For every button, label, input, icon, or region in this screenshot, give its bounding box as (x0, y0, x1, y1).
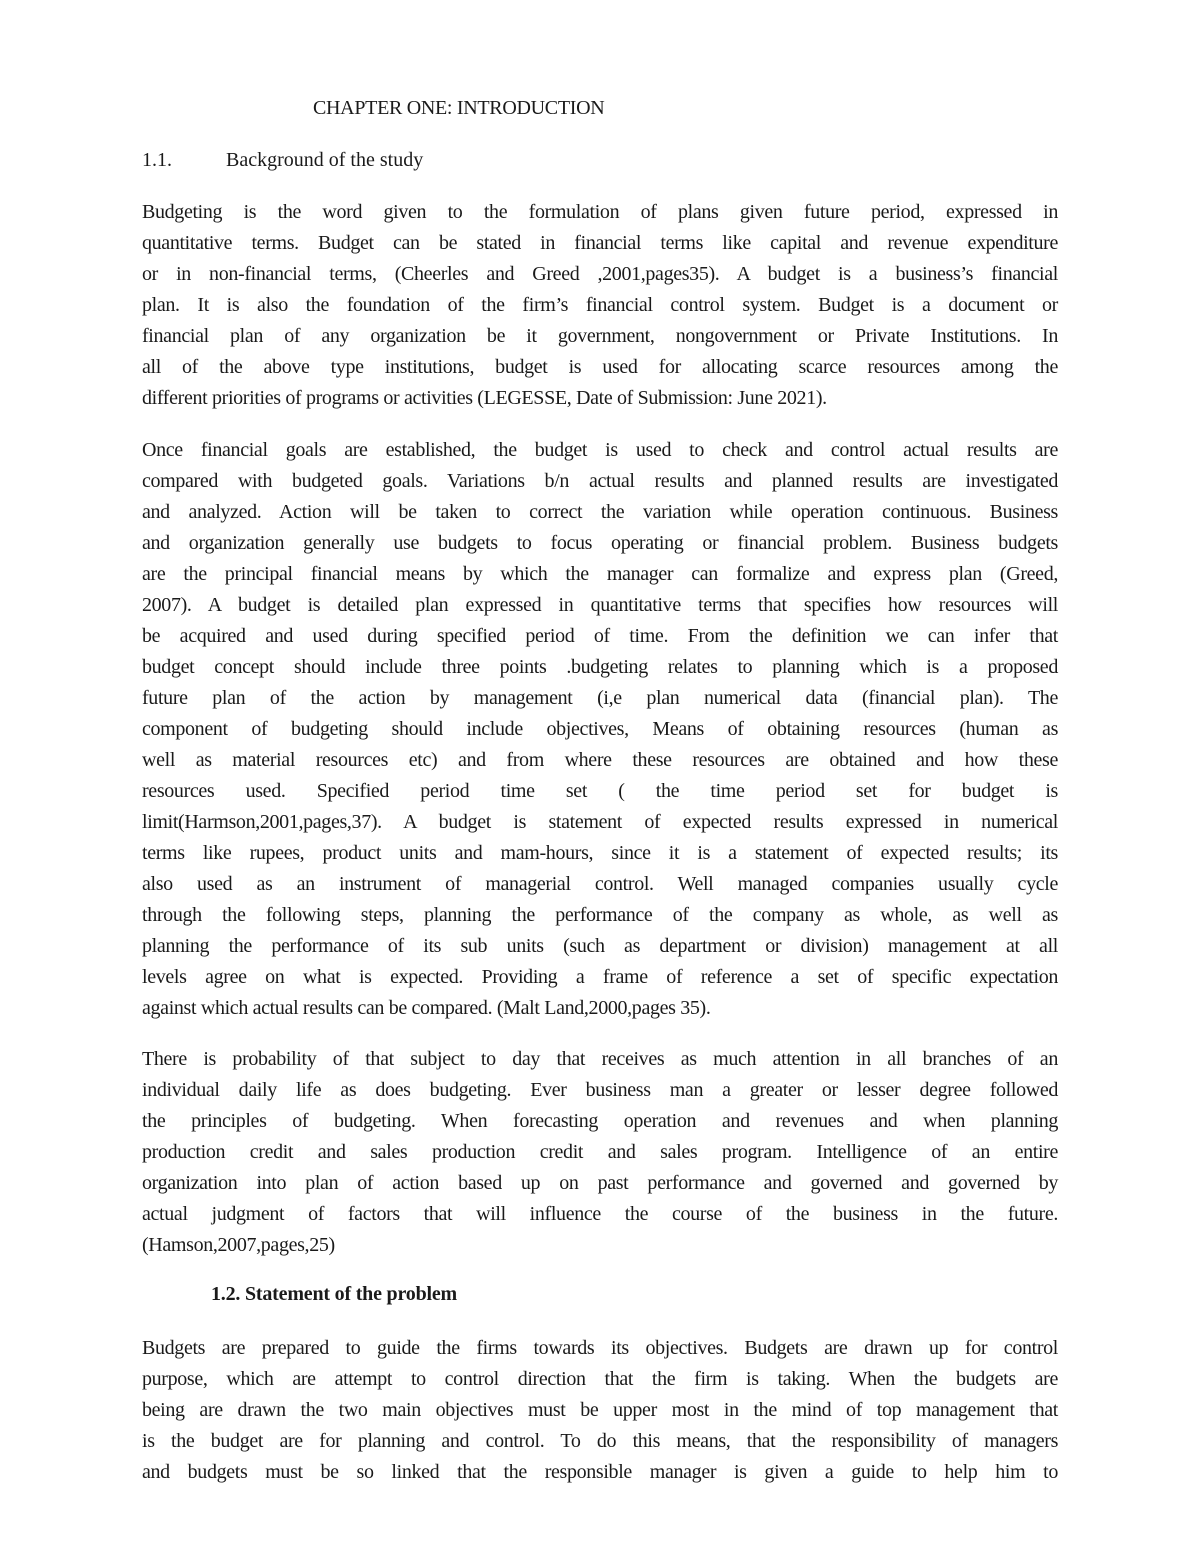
text-line: financial plan of any organization be it government, nongovernment or Private Institutions. In (142, 325, 1058, 347)
text-line: Budgets are prepared to guide the firms towards its objectives. Budgets are drawn up for control (142, 1337, 1058, 1359)
text-line: all of the above type institutions, budget is used for allocating scarce resources among the (142, 356, 1058, 378)
text-line: future plan of the action by management (i,e plan numerical data (financial plan). The (142, 687, 1058, 709)
section-heading-1-1 (142, 149, 423, 172)
text-line: through the following steps, planning the performance of the company as whole, as well as (142, 904, 1058, 926)
text-line: budget concept should include three points .budgeting relates to planning which is a proposed (142, 656, 1058, 678)
text-line: Once financial goals are established, the budget is used to check and control actual results are (142, 439, 1058, 461)
text-line: are the principal financial means by which the manager can formalize and express plan (Greed, (142, 563, 1058, 585)
text-line: well as material resources etc) and from where these resources are obtained and how these (142, 749, 1058, 771)
text-line: or in non-financial terms, (Cheerles and Greed ,2001,pages35). A budget is a business’s financial (142, 263, 1058, 285)
section-heading-1-2: 1.2. Statement of the problem (211, 1283, 458, 1305)
text-line: terms like rupees, product units and mam-hours, since it is a statement of expected results; its (142, 842, 1058, 864)
text-line: levels agree on what is expected. Providing a frame of reference a set of specific expectation (142, 966, 1058, 988)
text-line: be acquired and used during specified period of time. From the definition we can infer that (142, 625, 1058, 647)
text-line: component of budgeting should include objectives, Means of obtaining resources (human as (142, 718, 1058, 740)
text-line: different priorities of programs or activities (LEGESSE, Date of Submission: June 2021). (142, 387, 827, 409)
text-line: Budgeting is the word given to the formulation of plans given future period, expressed in (142, 201, 1058, 223)
text-line: 2007). A budget is detailed plan expressed in quantitative terms that specifies how resources will (142, 594, 1058, 616)
text-line: and organization generally use budgets to focus operating or financial problem. Business budgets (142, 532, 1058, 554)
chapter-title: CHAPTER ONE: INTRODUCTION (313, 97, 605, 119)
paragraph-background-1 (142, 197, 1058, 414)
text-line: resources used. Specified period time set ( the time period set for budget is (142, 780, 1058, 802)
paragraph-background-3 (142, 1044, 1058, 1261)
text-line: actual judgment of factors that will influence the course of the business in the future. (142, 1203, 1058, 1225)
text-line: purpose, which are attempt to control direction that the firm is taking. When the budgets are (142, 1368, 1058, 1390)
text-line: There is probability of that subject to day that receives as much attention in all branches of an (142, 1048, 1058, 1070)
text-line: and analyzed. Action will be taken to correct the variation while operation continuous. Business (142, 501, 1058, 523)
section-title: Background of the study (226, 149, 424, 171)
text-line: (Hamson,2007,pages,25) (142, 1234, 335, 1256)
section-number: 1.1. (142, 149, 172, 171)
paragraph-background-2 (142, 435, 1058, 1024)
text-line: against which actual results can be compared. (Malt Land,2000,pages 35). (142, 997, 711, 1019)
text-line: being are drawn the two main objectives must be upper most in the mind of top management that (142, 1399, 1058, 1421)
text-line: production credit and sales production credit and sales program. Intelligence of an entire (142, 1141, 1058, 1163)
text-line: limit(Harmson,2001,pages,37). A budget is statement of expected results expressed in numerical (142, 811, 1058, 833)
text-line: is the budget are for planning and control. To do this means, that the responsibility of managers (142, 1430, 1058, 1452)
text-line: planning the performance of its sub units (such as department or division) management at all (142, 935, 1058, 957)
text-line: quantitative terms. Budget can be stated in financial terms like capital and revenue expenditure (142, 232, 1058, 254)
text-line: the principles of budgeting. When forecasting operation and revenues and when planning (142, 1110, 1058, 1132)
text-line: compared with budgeted goals. Variations b/n actual results and planned results are investigated (142, 470, 1058, 492)
text-line: plan. It is also the foundation of the firm’s financial control system. Budget is a document or (142, 294, 1058, 316)
text-line: organization into plan of action based up on past performance and governed and governed by (142, 1172, 1058, 1194)
text-line: also used as an instrument of managerial control. Well managed companies usually cycle (142, 873, 1058, 895)
text-line: individual daily life as does budgeting. Ever business man a greater or lesser degree followed (142, 1079, 1058, 1101)
text-line: and budgets must be so linked that the responsible manager is given a guide to help him to (142, 1461, 1058, 1483)
paragraph-statement-of-problem (142, 1333, 1058, 1488)
